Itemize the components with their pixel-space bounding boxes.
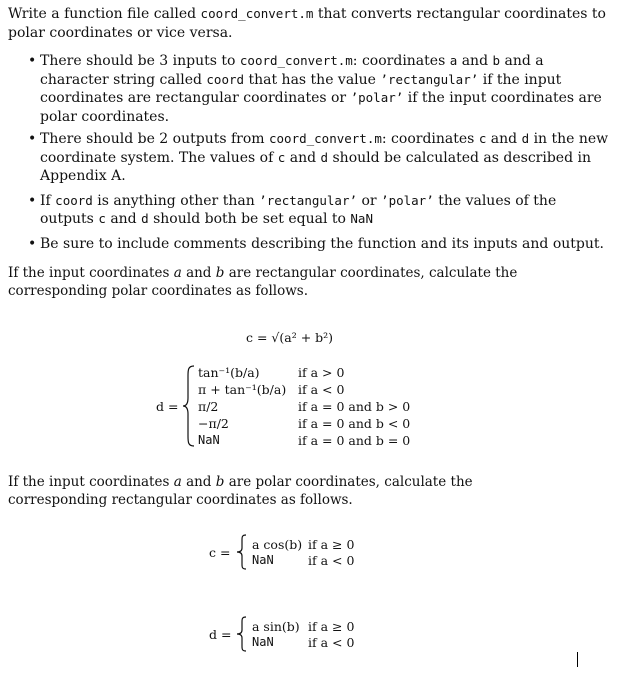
bullet-icon: • xyxy=(28,131,37,147)
code-c: c xyxy=(277,149,286,165)
bullet-icon: • xyxy=(28,53,37,69)
d-case-expr-5: NaN xyxy=(198,433,220,447)
bullet-text: There should be 3 inputs to xyxy=(40,53,236,69)
bullet-text: and xyxy=(110,211,137,227)
equation-c-magnitude: c = √(a² + b²) xyxy=(246,330,334,345)
bullet-text: should be calculated as described in Appendix A. xyxy=(40,149,591,184)
list-item xyxy=(28,52,610,126)
code-a: a xyxy=(449,53,458,68)
code-coord: coord xyxy=(55,192,93,208)
d-cases-lhs: d = xyxy=(156,399,179,414)
bullet-text: Be sure to include comments describing the function and its inputs and output. xyxy=(40,235,604,252)
rectangular-intro xyxy=(8,264,573,300)
code-coord: coord xyxy=(206,71,245,87)
code-b: b xyxy=(492,53,501,68)
code-nan: NaN xyxy=(350,211,373,226)
d2-case-expr-2: NaN xyxy=(252,635,274,649)
bullet-text: that has the value xyxy=(248,71,376,88)
bullet-text: and xyxy=(289,149,317,166)
code-filename: coord_convert.m xyxy=(239,53,353,68)
code-d: d xyxy=(521,131,530,146)
var-a: a xyxy=(173,474,182,490)
c-case-cond-1: if a ≥ 0 xyxy=(308,537,355,552)
var-b: b xyxy=(215,265,225,281)
bullet-text: : coordinates xyxy=(352,53,446,69)
bullet-text: or xyxy=(361,192,377,209)
intro-filename: coord_convert.m xyxy=(200,6,314,21)
text-cursor xyxy=(577,652,578,667)
d2-cases-lhs: d = xyxy=(209,627,232,642)
code-d: d xyxy=(141,211,149,226)
left-brace-icon xyxy=(236,534,248,570)
bullet-text: is anything other than xyxy=(97,192,255,209)
intro-text-pre: Write a function file called xyxy=(8,6,197,22)
c-cases-lhs: c = xyxy=(209,545,231,560)
c-case-cond-2: if a < 0 xyxy=(308,553,355,568)
bullet-icon: • xyxy=(28,192,37,209)
intro-paragraph xyxy=(8,5,608,42)
d-case-expr-4: −π/2 xyxy=(198,416,229,431)
d-case-expr-1: tan⁻¹(b/a) xyxy=(198,365,260,380)
list-item xyxy=(28,235,610,254)
d-case-cond-3: if a = 0 and b > 0 xyxy=(298,399,411,414)
bullet-text: and a character string called xyxy=(40,53,544,88)
code-rectangular: ’rectangular’ xyxy=(380,71,479,87)
code-c: c xyxy=(98,211,106,226)
bullet-text: If xyxy=(40,192,51,209)
d-case-cond-2: if a < 0 xyxy=(298,382,345,397)
d-case-cond-1: if a > 0 xyxy=(298,365,345,380)
d-case-expr-2: π + tan⁻¹(b/a) xyxy=(198,382,287,397)
bullet-text: There should be 2 outputs from xyxy=(40,131,265,147)
requirements-list xyxy=(28,52,610,257)
d-case-expr-3: π/2 xyxy=(198,399,219,414)
text: and xyxy=(186,265,212,281)
bullet-text: and xyxy=(461,53,489,69)
text: If the input coordinates xyxy=(8,265,170,281)
bullet-text: in the new coordinate system. The values of xyxy=(40,131,609,166)
code-rectangular: ’rectangular’ xyxy=(259,192,358,208)
d2-case-cond-1: if a ≥ 0 xyxy=(308,619,355,634)
bullet-text: if the input coordinates are polar coordinates. xyxy=(40,90,602,125)
c-case-expr-2: NaN xyxy=(252,553,274,567)
d-case-cond-5: if a = 0 and b = 0 xyxy=(298,433,411,448)
text: If the input coordinates xyxy=(8,474,170,490)
code-polar: ’polar’ xyxy=(381,192,434,208)
left-brace-icon xyxy=(236,616,248,652)
bullet-text: should both be set equal to xyxy=(153,211,346,227)
text: are polar coordinates, calculate the corresponding rectangular coordinates as follows. xyxy=(8,474,473,508)
code-d: d xyxy=(320,149,329,165)
text: are rectangular coordinates, calculate the corresponding polar coordinates as follows. xyxy=(8,265,518,299)
bullet-icon: • xyxy=(28,235,37,252)
text: and xyxy=(186,474,212,490)
left-brace-icon xyxy=(182,364,196,448)
polar-intro xyxy=(8,473,573,509)
list-item xyxy=(28,192,610,229)
d-case-cond-4: if a = 0 and b < 0 xyxy=(298,416,411,431)
bullet-text: : coordinates xyxy=(381,131,475,147)
code-filename: coord_convert.m xyxy=(269,131,382,146)
list-item xyxy=(28,130,610,186)
intro-text-post: that converts rectangular coordinates to polar coordinates or vice versa. xyxy=(8,6,606,41)
c-case-expr-1: a cos(b) xyxy=(252,537,303,552)
var-b: b xyxy=(215,474,225,490)
bullet-text: if the input coordinates are rectangular coordinates or xyxy=(40,71,562,106)
code-polar: ’polar’ xyxy=(350,90,404,105)
bullet-text: the values of the outputs xyxy=(40,192,557,227)
bullet-text: and xyxy=(490,131,518,147)
d2-case-cond-2: if a < 0 xyxy=(308,635,355,650)
code-c: c xyxy=(478,131,487,146)
var-a: a xyxy=(173,265,182,281)
d2-case-expr-1: a sin(b) xyxy=(252,619,300,634)
